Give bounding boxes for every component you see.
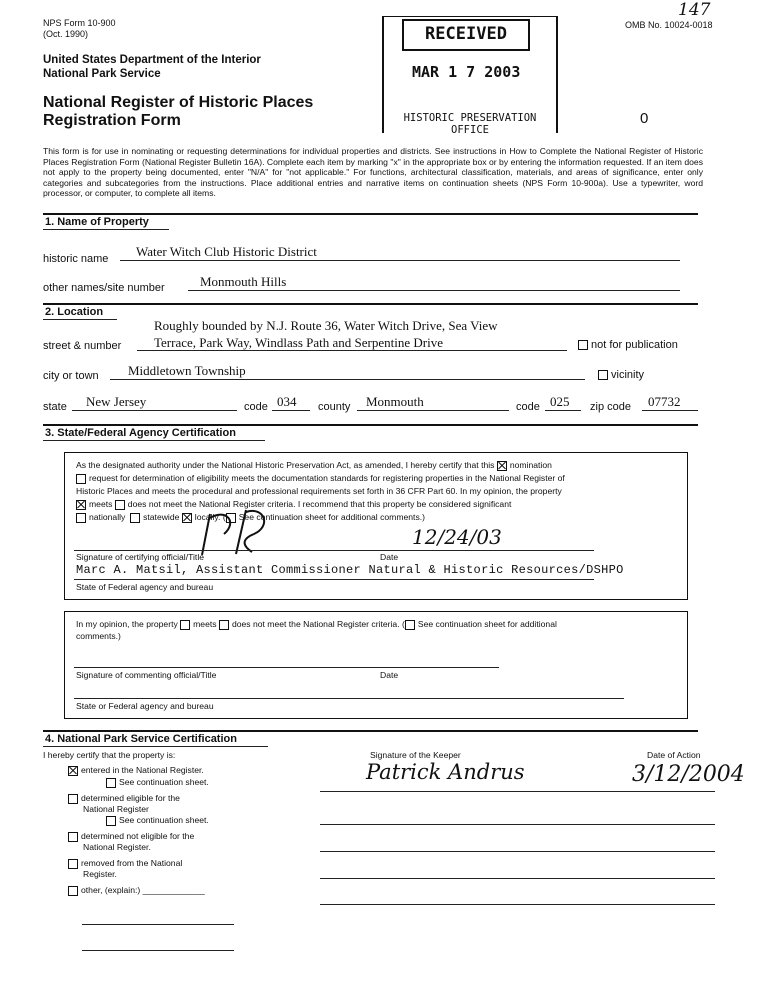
opinion-dnm-checkbox[interactable]: [219, 620, 229, 630]
not-eligible-checkbox[interactable]: [68, 832, 78, 842]
county-label: county: [318, 401, 351, 413]
certifier-name: Marc A. Matsil, Assistant Commissioner Natural & Historic Resources/DSHPO: [76, 563, 624, 577]
form-title: National Register of Historic Places: [43, 94, 314, 111]
county-code-label: code: [516, 401, 540, 413]
certification-text: As the designated authority under the National Historic Preservation Act, as amended, I hereby certify that this nomination request for determination of eligibility meets the documentation standards for registering properties in the National Register of Historic Places and meets the procedural and professional requirements set forth in 36 CFR Part 60. In my opinion, the property meets does not meet the National Register criteria. I recommend that this property be considered significant nationally statewide locally. ( See continuation sheet for additional comments.): [76, 460, 565, 522]
agency-label: State of Federal agency and bureau: [76, 582, 214, 592]
action-date: 3/12/2004: [632, 762, 745, 787]
county-code: 025: [550, 394, 570, 409]
state-code: 034: [277, 394, 297, 409]
eligible-checkbox[interactable]: [68, 794, 78, 804]
received-stamp: [382, 16, 558, 136]
entered-see-checkbox[interactable]: [106, 778, 116, 788]
opinion-see-checkbox[interactable]: [405, 620, 415, 630]
city-label: city or town: [43, 370, 99, 382]
comment-signature-label: Signature of commenting official/Title: [76, 670, 217, 680]
action-date-label: Date of Action: [647, 750, 701, 760]
entered-checkbox[interactable]: [68, 766, 78, 776]
historic-name-label: historic name: [43, 253, 109, 265]
nationally-checkbox[interactable]: [76, 513, 86, 523]
form-date: (Oct. 1990): [43, 29, 89, 39]
other-names: Monmouth Hills: [200, 274, 287, 289]
county: Monmouth: [366, 394, 424, 409]
historic-name: Water Witch Club Historic District: [136, 244, 317, 259]
handwritten-number: 147: [678, 0, 711, 20]
state-code-label: code: [244, 401, 268, 413]
agency: National Park Service: [43, 68, 161, 80]
opinion-meets-checkbox[interactable]: [180, 620, 190, 630]
keeper-signature: Patrick Andrus: [366, 760, 525, 784]
other-names-label: other names/site number: [43, 282, 165, 294]
signature-label: Signature of certifying official/Title: [76, 552, 205, 562]
street-line1: Roughly bounded by N.J. Route 36, Water Witch Drive, Sea View: [154, 318, 498, 333]
nomination-checkbox[interactable]: [497, 461, 507, 471]
opinion-text: In my opinion, the property meets does not meet the National Register criteria. ( See continuation sheet for additional comments.): [76, 619, 557, 641]
cert-date-handwritten: 12/24/03: [412, 525, 502, 549]
meets-checkbox[interactable]: [76, 500, 86, 510]
street-label: street & number: [43, 340, 122, 352]
mark-zero: 0: [640, 110, 649, 127]
not-for-publication-checkbox[interactable]: [578, 340, 588, 350]
instructions: This form is for use in nominating or requesting determinations for individual properties and districts. See instructions in How to Complete the National Register of Historic Places Registration Form (National Register Bulletin 16A). Complete each item by marking "x" in the appropriate box or by entering the information requested. If an item does not apply to the property being documented, enter "N/A" for "not applicable." For functions, architectural classification, materials, and areas of significance, enter only categories and subcategories from the instructions. Place additional entries and narrative items on continuation sheets (NPS Form 10-900a). Use a typewriter, word processor, or computer, to complete all items.: [43, 146, 703, 199]
section3-title: 3. State/Federal Agency Certification: [45, 427, 236, 439]
keeper-label: Signature of the Keeper: [370, 750, 461, 760]
city: Middletown Township: [128, 363, 246, 378]
nps-options: entered in the National Register. See continuation sheet. determined eligible for the National Register See continuation sheet. determined not eligible for the National Register. removed from the National Register. other, (explain:) _____________: [68, 765, 209, 896]
section1-title: 1. Name of Property: [45, 216, 149, 228]
not-for-publication[interactable]: not for publication: [578, 339, 678, 351]
comment-date-label: Date: [380, 670, 399, 680]
does-not-meet-checkbox[interactable]: [115, 500, 125, 510]
zip: 07732: [648, 394, 681, 409]
state: New Jersey: [86, 394, 147, 409]
date-label: Date: [380, 552, 399, 562]
section4-title: 4. National Park Service Certification: [45, 733, 237, 745]
omb-number: OMB No. 10024-0018: [625, 20, 713, 30]
vicinity[interactable]: vicinity: [598, 369, 644, 381]
eligible-see-checkbox[interactable]: [106, 816, 116, 826]
department: United States Department of the Interior: [43, 54, 261, 66]
stamp-received: RECEIVED: [402, 19, 530, 51]
zip-label: zip code: [590, 401, 631, 413]
certify-label: I hereby certify that the property is:: [43, 750, 176, 760]
form-number: NPS Form 10-900: [43, 18, 116, 28]
statewide-checkbox[interactable]: [130, 513, 140, 523]
comment-agency-label: State or Federal agency and bureau: [76, 701, 214, 711]
vicinity-checkbox[interactable]: [598, 370, 608, 380]
stamp-office: HISTORIC PRESERVATION OFFICE: [403, 112, 537, 136]
street-line2: Terrace, Park Way, Windlass Path and Serpentine Drive: [154, 335, 443, 350]
section2-title: 2. Location: [45, 306, 104, 318]
certifier-signature: [180, 500, 300, 560]
form-subtitle: Registration Form: [43, 112, 181, 129]
other-checkbox[interactable]: [68, 886, 78, 896]
state-label: state: [43, 401, 67, 413]
stamp-date: MAR 1 7 2003: [412, 63, 521, 81]
removed-checkbox[interactable]: [68, 859, 78, 869]
request-checkbox[interactable]: [76, 474, 86, 484]
